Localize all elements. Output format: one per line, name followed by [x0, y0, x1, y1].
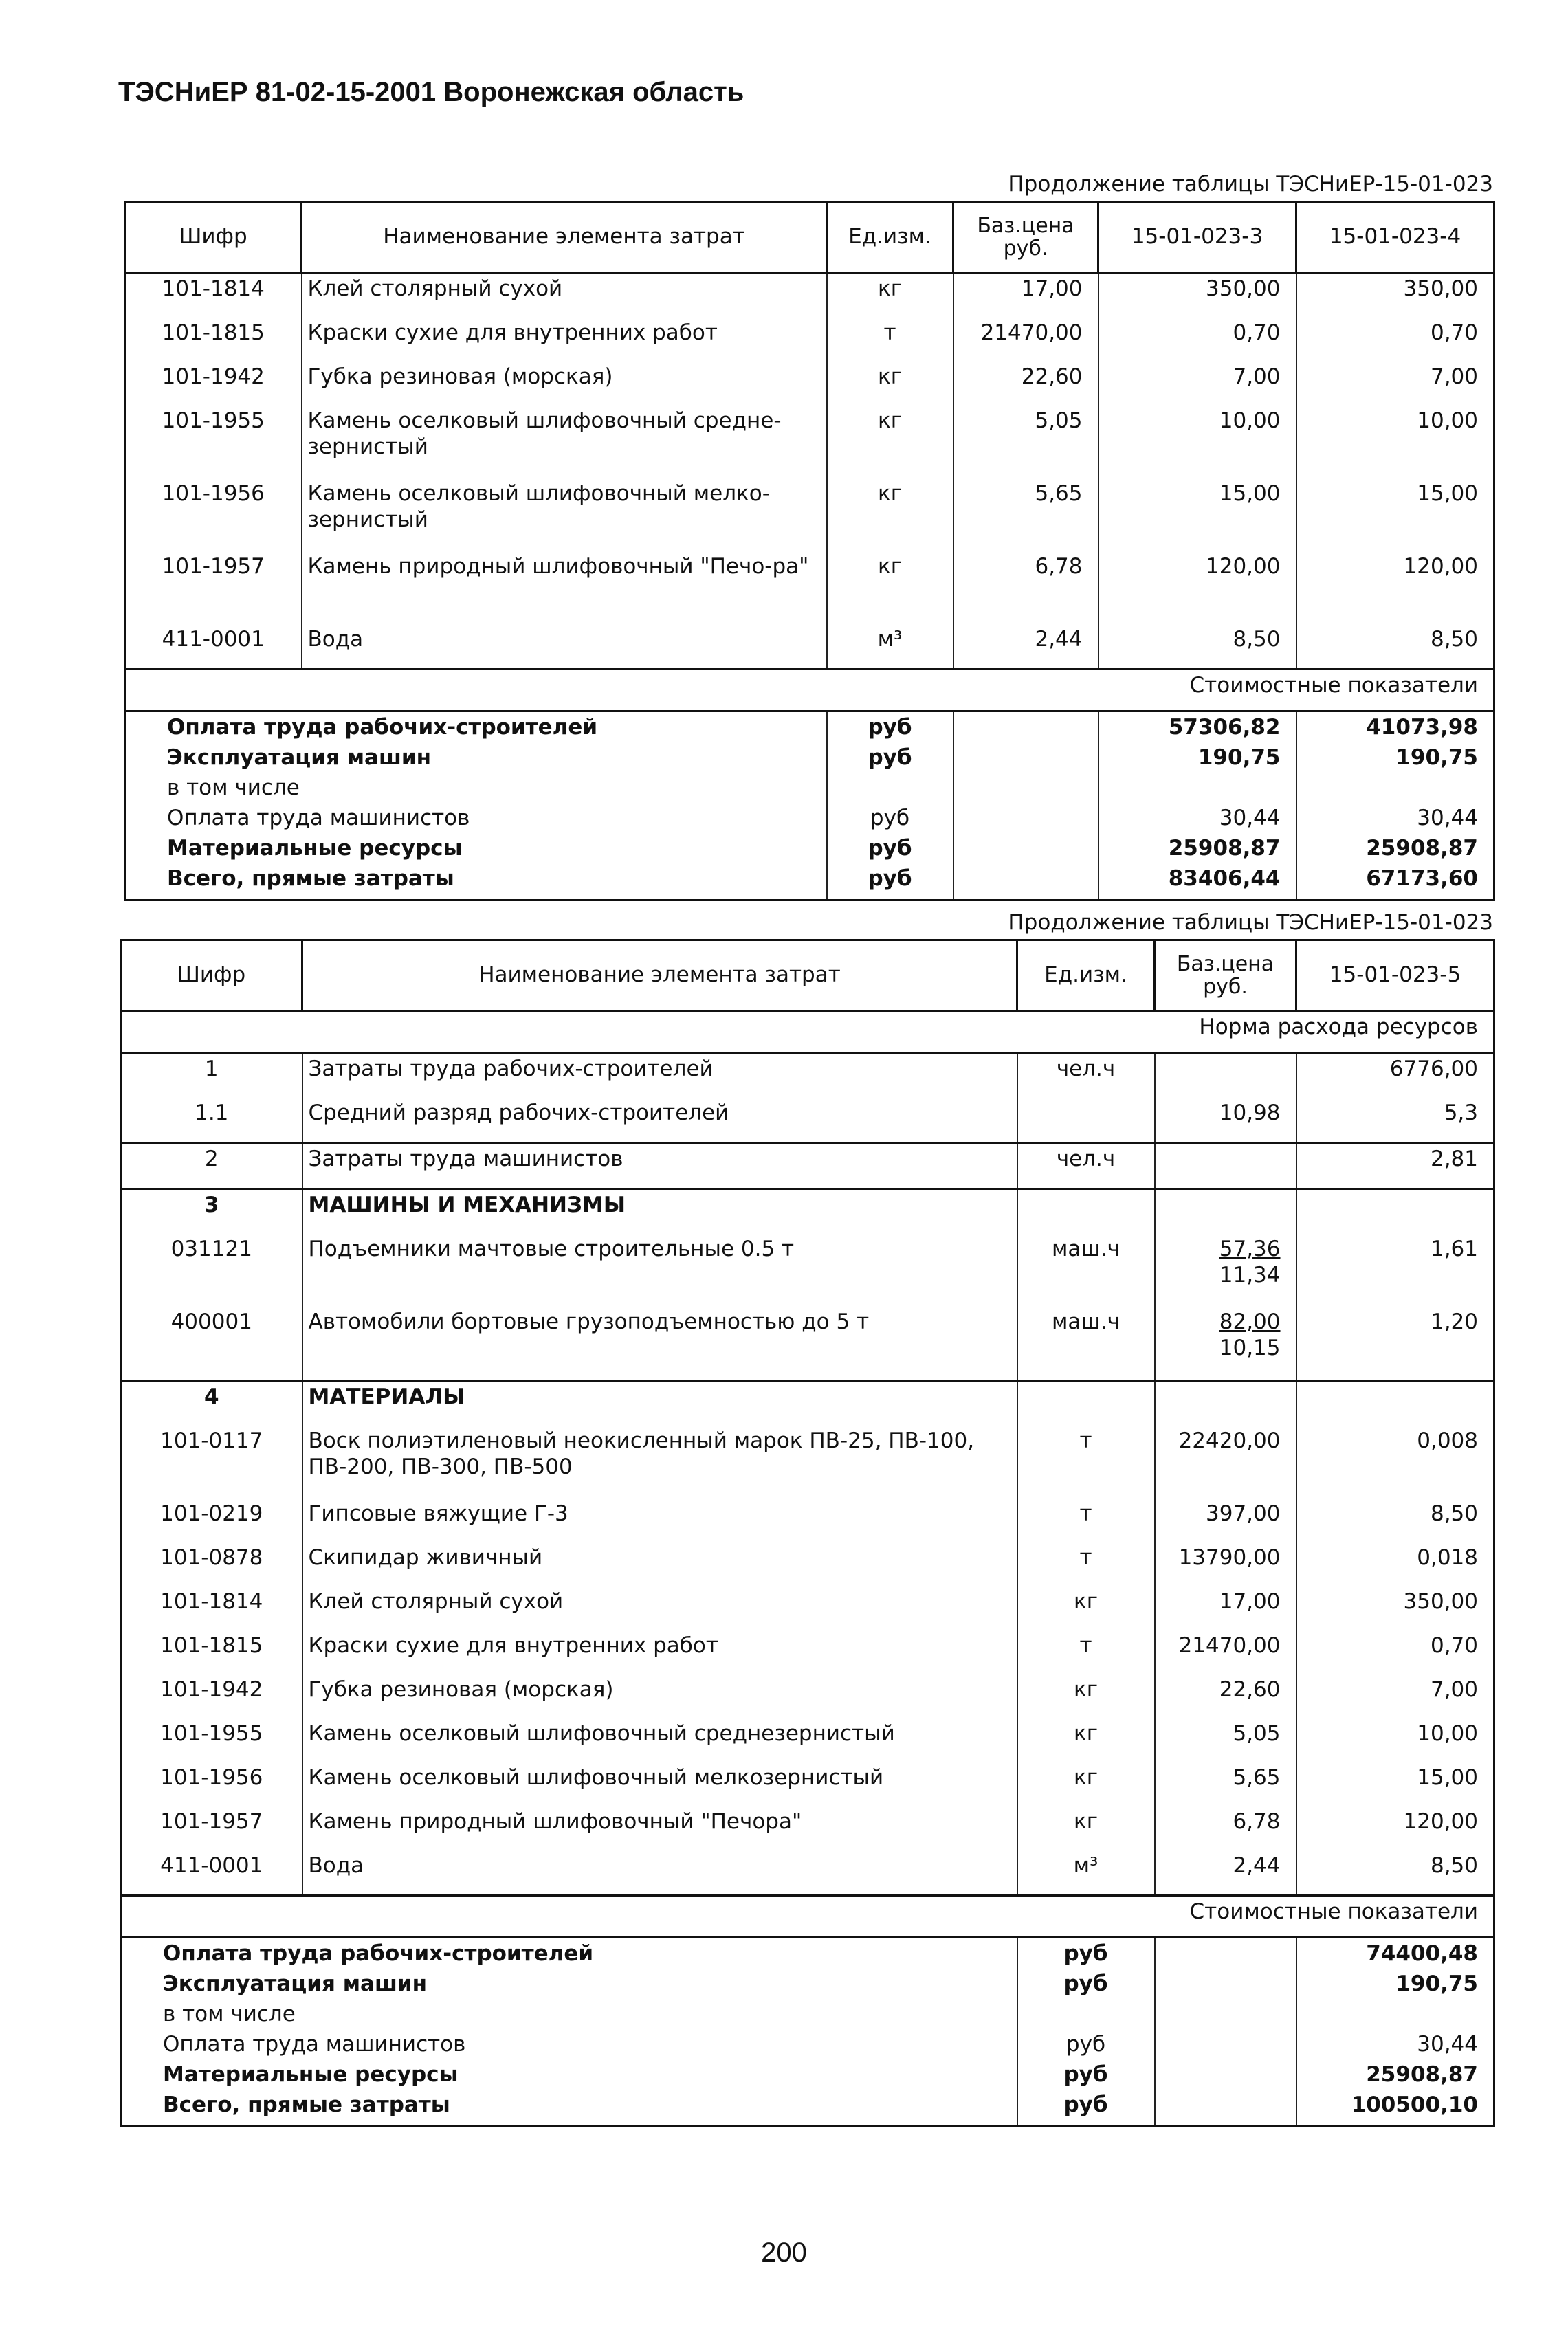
cell-code: 101-1957	[125, 551, 302, 624]
table-row	[121, 1143, 1494, 1189]
cell-name: Затраты труда рабочих-строителей	[302, 1053, 1017, 1098]
cost-unit	[827, 775, 953, 806]
cell-value: 1,20	[1296, 1307, 1494, 1381]
cost-unit: руб	[827, 711, 953, 746]
cost-value: 83406,44	[1098, 866, 1296, 900]
table-row	[121, 1762, 1494, 1806]
table-row	[121, 1098, 1494, 1143]
cell-value: 120,00	[1296, 1806, 1494, 1850]
norm-heading-row	[121, 1011, 1494, 1053]
cell-name: Подъемники мачтовые строительные 0.5 т	[302, 1234, 1017, 1307]
cell-code: 101-1815	[125, 318, 302, 362]
table1-caption: Продолжение таблицы ТЭСНиЕР-15-01-023	[1008, 172, 1493, 197]
cost-empty	[953, 775, 1098, 806]
col-header-code: Шифр	[121, 940, 302, 1011]
cell-unit: маш.ч	[1017, 1307, 1155, 1381]
cost-heading-row	[121, 1896, 1494, 1938]
cell-value: 7,00	[1296, 362, 1494, 406]
cell-price: 2,44	[1155, 1850, 1296, 1896]
table-row	[125, 478, 1494, 551]
cost-unit	[1017, 2002, 1155, 2032]
cell-value: 0,008	[1296, 1426, 1494, 1499]
table-row	[121, 1586, 1494, 1630]
cell-price: 17,00	[1155, 1586, 1296, 1630]
cost-row	[121, 2002, 1494, 2032]
cell-value: 350,00	[1296, 273, 1494, 318]
cell-unit	[1017, 1098, 1155, 1143]
cost-empty	[1155, 2092, 1296, 2127]
col-header-unit: Ед.изм.	[827, 202, 953, 273]
cost-name: Эксплуатация машин	[125, 745, 827, 775]
cost-row	[121, 2032, 1494, 2062]
cell-code: 101-1955	[121, 1718, 302, 1762]
section-row	[121, 1189, 1494, 1235]
cost-row	[125, 866, 1494, 900]
cell-price: 21470,00	[953, 318, 1098, 362]
cost-unit: руб	[1017, 1971, 1155, 2002]
cell-name: Краски сухие для внутренних работ	[302, 318, 827, 362]
col-header-base-price: Баз.цена руб.	[953, 202, 1098, 273]
table-row	[121, 1426, 1494, 1499]
table-row	[121, 1806, 1494, 1850]
price-underlined: 82,00	[1219, 1309, 1281, 1334]
cell-unit: т	[1017, 1630, 1155, 1674]
cost-value	[1296, 2002, 1494, 2032]
cost-name: Материальные ресурсы	[121, 2062, 1017, 2092]
cell-unit: м³	[827, 624, 953, 670]
cost-empty	[953, 745, 1098, 775]
cell-price: 397,00	[1155, 1499, 1296, 1543]
cell-value: 0,70	[1296, 1630, 1494, 1674]
cell-unit: т	[1017, 1499, 1155, 1543]
cell-name: Губка резиновая (морская)	[302, 1674, 1017, 1718]
cost-name: в том числе	[125, 775, 827, 806]
table-row	[125, 406, 1494, 478]
cost-unit: руб	[827, 836, 953, 866]
cost-value: 30,44	[1296, 2032, 1494, 2062]
cell-name: Камень природный шлифовочный "Печо-ра"	[302, 551, 827, 624]
cell-code: 101-1955	[125, 406, 302, 478]
cell-name: Камень оселковый шлифовочный среднезернистый	[302, 1718, 1017, 1762]
cell-name: Вода	[302, 1850, 1017, 1896]
document-title: ТЭСНиЕР 81-02-15-2001 Воронежская область	[118, 77, 744, 107]
cell-code: 101-1814	[121, 1586, 302, 1630]
cell-price: 22,60	[953, 362, 1098, 406]
cell-name: Воск полиэтиленовый неокисленный марок ПВ-25, ПВ-100, ПВ-200, ПВ-300, ПВ-500	[302, 1426, 1017, 1499]
cell-name: Камень оселковый шлифовочный средне-зернистый	[302, 406, 827, 478]
section-row	[121, 1381, 1494, 1426]
table-row	[121, 1307, 1494, 1381]
cost-value	[1296, 775, 1494, 806]
cell-value: 0,018	[1296, 1543, 1494, 1586]
cost-value: 41073,98	[1296, 711, 1494, 746]
cell-code: 031121	[121, 1234, 302, 1307]
cell-value: 15,00	[1296, 1762, 1494, 1806]
cost-value: 74400,48	[1296, 1938, 1494, 1972]
col-header-name: Наименование элемента затрат	[302, 202, 827, 273]
cell-code: 101-1956	[125, 478, 302, 551]
cost-name: Материальные ресурсы	[125, 836, 827, 866]
cell-unit: кг	[827, 406, 953, 478]
cost-row	[121, 2092, 1494, 2127]
cell-unit: кг	[827, 362, 953, 406]
cell-name: Камень оселковый шлифовочный мелко-зернистый	[302, 478, 827, 551]
cell-code: 101-1942	[125, 362, 302, 406]
cost-empty	[953, 711, 1098, 746]
cost-value: 67173,60	[1296, 866, 1494, 900]
cell-code: 101-1942	[121, 1674, 302, 1718]
cost-value: 100500,10	[1296, 2092, 1494, 2127]
page-number: 200	[761, 2237, 807, 2268]
section-number: 3	[121, 1189, 302, 1235]
cell-price	[1155, 1053, 1296, 1098]
cost-value: 25908,87	[1098, 836, 1296, 866]
cost-row	[125, 836, 1494, 866]
section-title: МАТЕРИАЛЫ	[302, 1381, 1017, 1426]
table-row	[125, 273, 1494, 318]
cost-unit: руб	[1017, 2062, 1155, 2092]
cell-unit: кг	[1017, 1762, 1155, 1806]
table-row	[125, 318, 1494, 362]
cost-value: 57306,82	[1098, 711, 1296, 746]
cost-name: Всего, прямые затраты	[121, 2092, 1017, 2127]
table-row	[125, 362, 1494, 406]
cost-heading: Стоимостные показатели	[121, 1896, 1494, 1938]
price-secondary: 10,15	[1219, 1335, 1281, 1360]
table-row	[121, 1630, 1494, 1674]
cell-unit: чел.ч	[1017, 1053, 1155, 1098]
cost-value: 190,75	[1098, 745, 1296, 775]
cost-value: 25908,87	[1296, 836, 1494, 866]
cell-unit: кг	[827, 273, 953, 318]
cell-value: 7,00	[1098, 362, 1296, 406]
cell-value: 8,50	[1296, 624, 1494, 670]
cost-name: Оплата труда машинистов	[121, 2032, 1017, 2062]
col-header-15-01-023-4: 15-01-023-4	[1296, 202, 1494, 273]
cell-price: 5,05	[953, 406, 1098, 478]
cell-code: 101-0117	[121, 1426, 302, 1499]
price-secondary: 11,34	[1219, 1262, 1281, 1287]
cell-value: 0,70	[1098, 318, 1296, 362]
cost-unit: руб	[1017, 1938, 1155, 1972]
col-header-15-01-023-5: 15-01-023-5	[1296, 940, 1494, 1011]
table2-header-row	[121, 940, 1494, 1011]
cost-name: Оплата труда машинистов	[125, 806, 827, 836]
cell-code: 101-1956	[121, 1762, 302, 1806]
table-row	[125, 624, 1494, 670]
cell-price	[1155, 1234, 1296, 1307]
norm-heading: Норма расхода ресурсов	[121, 1011, 1494, 1053]
cost-name: Оплата труда рабочих-строителей	[121, 1938, 1017, 1972]
cell-code: 2	[121, 1143, 302, 1189]
cost-heading-row	[125, 670, 1494, 711]
cell-unit: кг	[1017, 1674, 1155, 1718]
cost-empty	[953, 836, 1098, 866]
cell-name: Камень оселковый шлифовочный мелкозернистый	[302, 1762, 1017, 1806]
cost-empty	[1155, 2062, 1296, 2092]
cell-price: 6,78	[953, 551, 1098, 624]
cost-value: 190,75	[1296, 745, 1494, 775]
cell-value: 10,00	[1296, 406, 1494, 478]
cell-name: Губка резиновая (морская)	[302, 362, 827, 406]
cell-code: 1	[121, 1053, 302, 1098]
cell-code: 101-0219	[121, 1499, 302, 1543]
cell-price: 22420,00	[1155, 1426, 1296, 1499]
cost-value: 30,44	[1296, 806, 1494, 836]
cost-unit: руб	[1017, 2032, 1155, 2062]
cell-code: 411-0001	[125, 624, 302, 670]
price-underlined: 57,36	[1219, 1237, 1281, 1261]
cost-unit: руб	[827, 866, 953, 900]
cell-value: 15,00	[1098, 478, 1296, 551]
cell-name: Затраты труда машинистов	[302, 1143, 1017, 1189]
cell-value: 0,70	[1296, 318, 1494, 362]
cost-value: 190,75	[1296, 1971, 1494, 2002]
cell-unit: кг	[827, 478, 953, 551]
cost-row	[121, 2062, 1494, 2092]
cell-value: 350,00	[1098, 273, 1296, 318]
cost-row	[121, 1938, 1494, 1972]
cell-value: 15,00	[1296, 478, 1494, 551]
col-header-code: Шифр	[125, 202, 302, 273]
cell-value: 120,00	[1296, 551, 1494, 624]
cell-value: 1,61	[1296, 1234, 1494, 1307]
cell-price: 10,98	[1155, 1098, 1296, 1143]
table-row	[121, 1499, 1494, 1543]
col-header-base-price: Баз.цена руб.	[1155, 940, 1296, 1011]
table1-header-row	[125, 202, 1494, 273]
table-row	[121, 1718, 1494, 1762]
cell-unit: чел.ч	[1017, 1143, 1155, 1189]
cost-name: Эксплуатация машин	[121, 1971, 1017, 2002]
cost-empty	[953, 866, 1098, 900]
cost-row	[121, 1971, 1494, 2002]
cost-row	[125, 775, 1494, 806]
cell-code: 101-1814	[125, 273, 302, 318]
col-header-name: Наименование элемента затрат	[302, 940, 1017, 1011]
cost-empty	[1155, 1938, 1296, 1972]
cost-heading: Стоимостные показатели	[125, 670, 1494, 711]
section-number: 4	[121, 1381, 302, 1426]
cost-row	[125, 711, 1494, 746]
cell-code: 101-1815	[121, 1630, 302, 1674]
cell-unit: кг	[1017, 1718, 1155, 1762]
table-row	[121, 1674, 1494, 1718]
cell-price: 2,44	[953, 624, 1098, 670]
cell-price: 5,65	[1155, 1762, 1296, 1806]
cell-price: 6,78	[1155, 1806, 1296, 1850]
cell-value: 350,00	[1296, 1586, 1494, 1630]
cost-value: 25908,87	[1296, 2062, 1494, 2092]
cell-value: 8,50	[1296, 1850, 1494, 1896]
table2	[120, 939, 1495, 2127]
cost-empty	[1155, 2002, 1296, 2032]
table-row	[121, 1053, 1494, 1098]
cell-value: 120,00	[1098, 551, 1296, 624]
cell-price: 22,60	[1155, 1674, 1296, 1718]
cell-name: Гипсовые вяжущие Г-3	[302, 1499, 1017, 1543]
cell-unit: кг	[1017, 1586, 1155, 1630]
cost-name: Всего, прямые затраты	[125, 866, 827, 900]
cost-empty	[1155, 2032, 1296, 2062]
cell-unit: кг	[827, 551, 953, 624]
cell-price	[1155, 1307, 1296, 1381]
cost-unit: руб	[827, 745, 953, 775]
cell-unit: т	[1017, 1543, 1155, 1586]
table2-caption: Продолжение таблицы ТЭСНиЕР-15-01-023	[1008, 910, 1493, 935]
cell-price	[1155, 1143, 1296, 1189]
table-row	[121, 1543, 1494, 1586]
cell-value: 8,50	[1296, 1499, 1494, 1543]
cell-value: 5,3	[1296, 1098, 1494, 1143]
cell-price: 21470,00	[1155, 1630, 1296, 1674]
cost-row	[125, 745, 1494, 775]
cell-price: 5,05	[1155, 1718, 1296, 1762]
cell-value: 2,81	[1296, 1143, 1494, 1189]
section-title: МАШИНЫ И МЕХАНИЗМЫ	[302, 1189, 1017, 1235]
cell-value: 8,50	[1098, 624, 1296, 670]
cell-code: 101-0878	[121, 1543, 302, 1586]
cell-value: 10,00	[1296, 1718, 1494, 1762]
cell-value: 10,00	[1098, 406, 1296, 478]
cost-value: 30,44	[1098, 806, 1296, 836]
cell-name: Клей столярный сухой	[302, 1586, 1017, 1630]
col-header-unit: Ед.изм.	[1017, 940, 1155, 1011]
cell-name: Автомобили бортовые грузоподъемностью до 5 т	[302, 1307, 1017, 1381]
cost-name: Оплата труда рабочих-строителей	[125, 711, 827, 746]
cost-value	[1098, 775, 1296, 806]
cell-value: 7,00	[1296, 1674, 1494, 1718]
cost-name: в том числе	[121, 2002, 1017, 2032]
cell-price: 13790,00	[1155, 1543, 1296, 1586]
cost-unit: руб	[1017, 2092, 1155, 2127]
cell-unit: т	[827, 318, 953, 362]
table-row	[125, 551, 1494, 624]
cell-name: Средний разряд рабочих-строителей	[302, 1098, 1017, 1143]
cell-code: 1.1	[121, 1098, 302, 1143]
cell-unit: маш.ч	[1017, 1234, 1155, 1307]
cost-empty	[953, 806, 1098, 836]
cost-unit: руб	[827, 806, 953, 836]
cell-code: 101-1957	[121, 1806, 302, 1850]
table1	[124, 201, 1495, 901]
cell-code: 400001	[121, 1307, 302, 1381]
col-header-15-01-023-3: 15-01-023-3	[1098, 202, 1296, 273]
cell-price: 17,00	[953, 273, 1098, 318]
cell-name: Камень природный шлифовочный "Печора"	[302, 1806, 1017, 1850]
table-row	[121, 1850, 1494, 1896]
cell-unit: кг	[1017, 1806, 1155, 1850]
cell-price: 5,65	[953, 478, 1098, 551]
cell-name: Скипидар живичный	[302, 1543, 1017, 1586]
cost-row	[125, 806, 1494, 836]
cell-name: Краски сухие для внутренних работ	[302, 1630, 1017, 1674]
cost-empty	[1155, 1971, 1296, 2002]
cell-unit: м³	[1017, 1850, 1155, 1896]
cell-name: Клей столярный сухой	[302, 273, 827, 318]
table-row	[121, 1234, 1494, 1307]
cell-unit: т	[1017, 1426, 1155, 1499]
cell-code: 411-0001	[121, 1850, 302, 1896]
cell-value: 6776,00	[1296, 1053, 1494, 1098]
cell-name: Вода	[302, 624, 827, 670]
